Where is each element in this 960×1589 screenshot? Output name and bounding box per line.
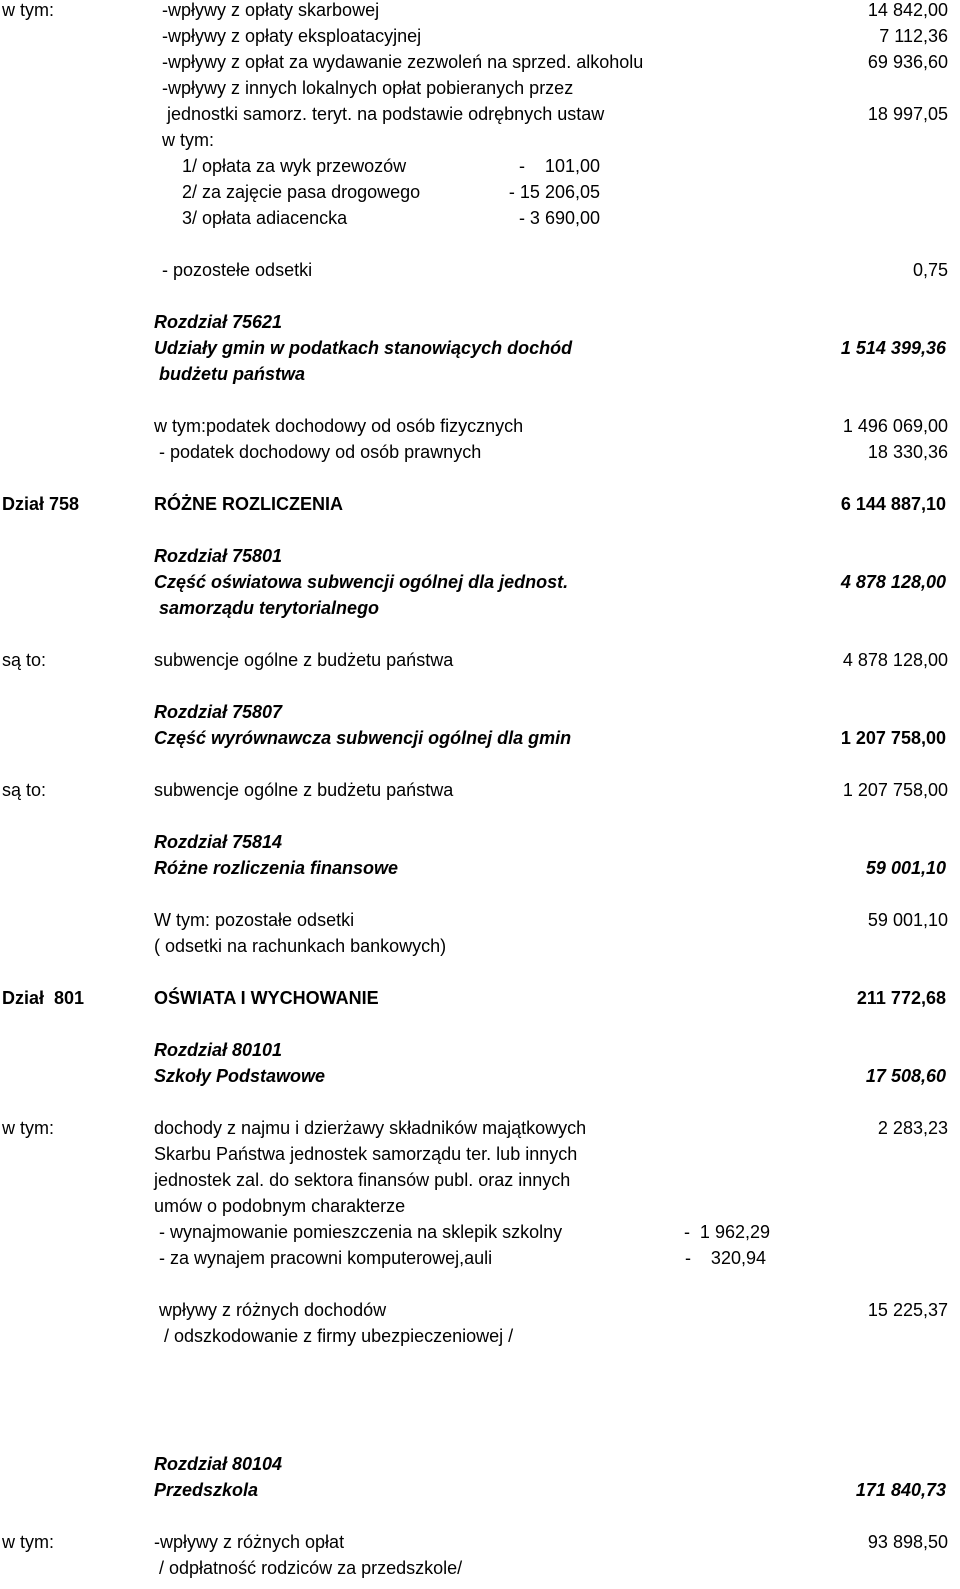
division-title: RÓŻNE ROZLICZENIA: [154, 494, 343, 514]
row-text: W tym: pozostałe odsetki: [154, 910, 355, 930]
row-text: - pozostełe odsetki: [162, 260, 313, 280]
row-text: dochody z najmu i dzierżawy składników majątkowych: [154, 1118, 587, 1138]
row-text: umów o podobnym charakterze: [154, 1196, 406, 1216]
row-text: subwencje ogólne z budżetu państwa: [154, 780, 454, 800]
row-text: jednostek zal. do sektora finansów publ. oraz innych: [154, 1170, 571, 1190]
row-label: są to:: [2, 650, 47, 670]
section-title: Część oświatowa subwencji ogólnej dla jednost.: [154, 572, 569, 592]
row-label: są to:: [2, 780, 47, 800]
row-text: -wpływy z opłaty eksploatacyjnej: [162, 26, 422, 46]
division-amount: 6 144 887,10: [840, 494, 946, 514]
row-text: / odszkodowanie z firmy ubezpieczeniowej /: [154, 1326, 514, 1346]
row-text: 3/ opłata adiacencka: [182, 208, 348, 228]
row-text: -wpływy z różnych opłat: [154, 1532, 345, 1552]
division-label: Dział 801: [2, 988, 85, 1008]
section-heading: Rozdział 80101: [154, 1040, 283, 1060]
row-amount: 18 997,05: [867, 104, 948, 124]
section-amount: 4 878 128,00: [840, 572, 946, 592]
row-amount: 1 207 758,00: [842, 780, 948, 800]
section-title: samorządu terytorialnego: [154, 598, 380, 618]
row-text: Skarbu Państwa jednostek samorządu ter. lub innych: [154, 1144, 578, 1164]
row-text: subwencje ogólne z budżetu państwa: [154, 650, 454, 670]
row-text: -wpływy z opłaty skarbowej: [162, 0, 380, 20]
row-text: - za wynajem pracowni komputerowej,auli: [154, 1248, 493, 1268]
row-sub-amount: - 101,00: [518, 156, 600, 176]
row-text: / odpłatność rodziców za przedszkole/: [154, 1558, 463, 1578]
row-label: w tym:: [2, 0, 54, 20]
row-amount: 14 842,00: [867, 0, 948, 20]
row-text: - wynajmowanie pomieszczenia na sklepik szkolny: [154, 1222, 563, 1242]
row-text: w tym:: [162, 130, 214, 150]
row-sub-amount: - 15 206,05: [508, 182, 600, 202]
row-amount: 4 878 128,00: [842, 650, 948, 670]
row-sub-amount: - 3 690,00: [518, 208, 600, 228]
row-text: -wpływy z opłat za wydawanie zezwoleń na sprzed. alkoholu: [162, 52, 644, 72]
division-amount: 211 772,68: [856, 988, 946, 1008]
row-amount: 18 330,36: [867, 442, 948, 462]
section-amount: 1 207 758,00: [840, 728, 946, 748]
row-label: w tym:: [2, 1118, 54, 1138]
row-sub-amount: - 320,94: [684, 1248, 766, 1268]
row-text: -wpływy z innych lokalnych opłat pobieranych przez: [162, 78, 574, 98]
section-title: Udziały gmin w podatkach stanowiących dochód: [154, 338, 573, 358]
section-heading: Rozdział 75621: [154, 312, 283, 332]
row-sub-amount: - 1 962,29: [683, 1222, 770, 1242]
row-amount: 0,75: [912, 260, 948, 280]
row-text: 1/ opłata za wyk przewozów: [182, 156, 407, 176]
section-title: Przedszkola: [154, 1480, 259, 1500]
row-amount: 69 936,60: [867, 52, 948, 72]
row-amount: 1 496 069,00: [842, 416, 948, 436]
row-amount: 2 283,23: [877, 1118, 948, 1138]
section-heading: Rozdział 80104: [154, 1454, 283, 1474]
row-text: wpływy z różnych dochodów: [154, 1300, 387, 1320]
section-title: budżetu państwa: [154, 364, 306, 384]
division-title: OŚWIATA I WYCHOWANIE: [154, 988, 379, 1008]
row-amount: 59 001,10: [867, 910, 948, 930]
row-text: - podatek dochodowy od osób prawnych: [154, 442, 482, 462]
row-amount: 15 225,37: [867, 1300, 948, 1320]
division-label: Dział 758: [2, 494, 80, 514]
section-title: Część wyrównawcza subwencji ogólnej dla gmin: [154, 728, 572, 748]
section-title: Szkoły Podstawowe: [154, 1066, 326, 1086]
section-title: Różne rozliczenia finansowe: [154, 858, 399, 878]
section-amount: 1 514 399,36: [840, 338, 946, 358]
row-amount: 7 112,36: [879, 26, 948, 46]
section-heading: Rozdział 75814: [154, 832, 283, 852]
row-label: w tym:: [2, 1532, 54, 1552]
section-amount: 17 508,60: [865, 1066, 946, 1086]
section-amount: 59 001,10: [865, 858, 946, 878]
row-text: ( odsetki na rachunkach bankowych): [154, 936, 447, 956]
row-text: jednostki samorz. teryt. na podstawie odrębnych ustaw: [162, 104, 605, 124]
row-text: 2/ za zajęcie pasa drogowego: [182, 182, 421, 202]
section-heading: Rozdział 75801: [154, 546, 283, 566]
row-text: w tym:podatek dochodowy od osób fizycznych: [154, 416, 524, 436]
row-amount: 93 898,50: [867, 1532, 948, 1552]
section-amount: 171 840,73: [855, 1480, 946, 1500]
section-heading: Rozdział 75807: [154, 702, 283, 722]
